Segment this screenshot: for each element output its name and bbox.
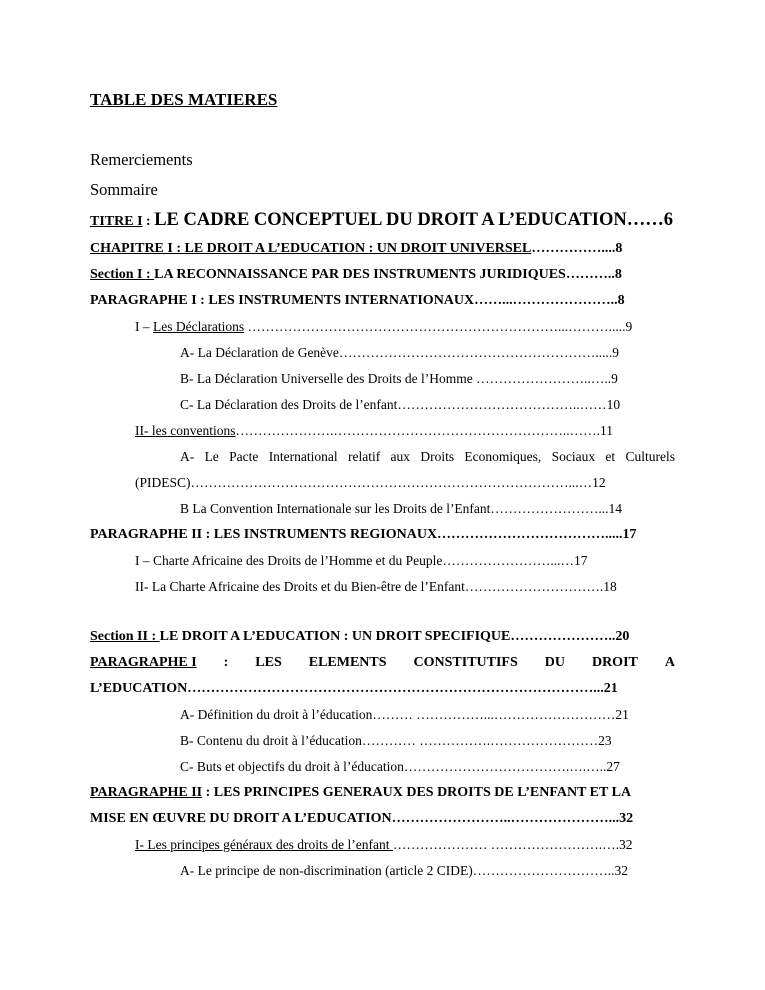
paragraphe-word: ELEMENTS <box>308 655 387 670</box>
titre-separator: : <box>142 214 155 229</box>
toc-entry-declaration-enfant: C- La Déclaration des Droits de l’enfant…………………………………..……10 <box>180 397 621 412</box>
entry-label: I- Les principes généraux des droits de l’enfant <box>135 837 393 852</box>
toc-entry-sommaire: Sommaire <box>90 180 158 199</box>
toc-entry-titre-1 <box>90 210 675 231</box>
section-label: Section II : <box>90 629 160 644</box>
titre-text: LE CADRE CONCEPTUEL DU DROIT A L’EDUCATION……6 <box>154 210 673 230</box>
toc-entry-contenu: B- Contenu du droit à l’éducation………… …………….……………………23 <box>180 733 612 748</box>
entry-page: ………………… …………………….….32 <box>392 837 633 852</box>
pacte-word: Economiques, <box>464 449 542 464</box>
paragraphe-text: : LES PRINCIPES GENERAUX DES DROITS DE L’ENFANT ET LA <box>202 785 632 800</box>
pacte-word: relatif <box>347 449 381 464</box>
paragraphe-label: PARAGRAPHE II <box>90 785 203 800</box>
toc-entry-paragraphe-3 <box>90 655 675 671</box>
toc-entry-remerciements: Remerciements <box>90 150 193 169</box>
paragraphe-word: DU <box>544 655 565 670</box>
toc-entry-definition: A- Définition du droit à l’éducation……… ……………...………………………21 <box>180 707 629 722</box>
toc-entry-paragraphe-2: PARAGRAPHE II : LES INSTRUMENTS REGIONAUX……………………………….....17 <box>90 527 637 542</box>
toc-entry-non-discrimination: A- Le principe de non-discrimination (article 2 CIDE)…………………………..32 <box>180 863 629 878</box>
paragraphe-word: : <box>223 655 229 670</box>
toc-entry-pacte-cont: (PIDESC)…………………………………………………………………………...…12 <box>135 475 606 490</box>
paragraphe-word: PARAGRAPHE I <box>90 655 197 670</box>
entry-label: II- les conventions <box>135 423 236 438</box>
pacte-word: Culturels <box>625 449 675 464</box>
pacte-word: et <box>605 449 616 464</box>
paragraphe-word: DROIT <box>591 655 638 670</box>
section-text: LA RECONNAISSANCE PAR DES INSTRUMENTS JURIDIQUES………..8 <box>154 267 622 282</box>
toc-entry-charte-enfant: II- La Charte Africaine des Droits et du Bien-être de l’Enfant………………………….18 <box>135 579 617 594</box>
toc-entry-charte-homme: I – Charte Africaine des Droits de l’Homme et du Peuple……………………...…17 <box>135 553 588 568</box>
toc-entry-section-2 <box>90 629 675 645</box>
chapitre-text: CHAPITRE I : LE DROIT A L’EDUCATION : UN DROIT UNIVERSEL <box>90 241 532 256</box>
toc-entry-buts: C- Buts et objectifs du droit à l’éducation……………………………….….…..27 <box>180 759 620 774</box>
toc-entry-section-1 <box>90 267 675 283</box>
section-label: Section I : <box>90 267 155 282</box>
pacte-word: Sociaux <box>551 449 596 464</box>
entry-page: ……………………………………………………………...……….....9 <box>244 319 633 334</box>
entry-label: Les Déclarations <box>153 319 245 334</box>
paragraphe-word: CONSTITUTIFS <box>413 655 518 670</box>
pacte-word: International <box>268 449 338 464</box>
toc-entry-principes <box>135 837 675 853</box>
paragraphe-word: LES <box>255 655 282 670</box>
entry-prefix: I – <box>135 319 153 334</box>
pacte-word: Pacte <box>229 449 259 464</box>
toc-entry-chapitre-1 <box>90 241 675 257</box>
pacte-word: Droits <box>420 449 455 464</box>
titre-label: TITRE I <box>90 214 143 229</box>
toc-entry-convention-enfant: B La Convention Internationale sur les Droits de l’Enfant……………………...14 <box>180 501 623 516</box>
toc-entry-geneve: A- La Déclaration de Genève………………………………………………….....9 <box>180 345 620 360</box>
toc-entry-paragraphe-4-cont: MISE EN ŒUVRE DU DROIT A L’EDUCATION……………………..…………………...32 <box>90 811 634 826</box>
pacte-word: A- <box>180 449 195 464</box>
toc-entry-paragraphe-4 <box>90 785 675 801</box>
paragraphe-word: A <box>664 655 675 670</box>
page-title: TABLE DES MATIERES <box>90 90 278 109</box>
toc-entry-conventions <box>135 423 675 439</box>
chapitre-page: ……………....8 <box>531 241 623 256</box>
pacte-word: Le <box>204 449 219 464</box>
toc-entry-declaration-universelle: B- La Déclaration Universelle des Droits de l’Homme ……………………..…..9 <box>180 371 618 386</box>
toc-entry-pacte <box>180 449 675 465</box>
entry-page: ………………….……………………………………………..…….11 <box>235 423 613 438</box>
pacte-word: aux <box>390 449 411 464</box>
section-text: LE DROIT A L’EDUCATION : UN DROIT SPECIFIQUE…………………..20 <box>159 629 630 644</box>
toc-entry-declarations <box>135 319 675 335</box>
toc-entry-paragraphe-3-cont: L’EDUCATION……………………………………………………………………………...21 <box>90 681 618 696</box>
toc-entry-paragraphe-1: PARAGRAPHE I : LES INSTRUMENTS INTERNATIONAUX……...…………………..8 <box>90 293 625 308</box>
